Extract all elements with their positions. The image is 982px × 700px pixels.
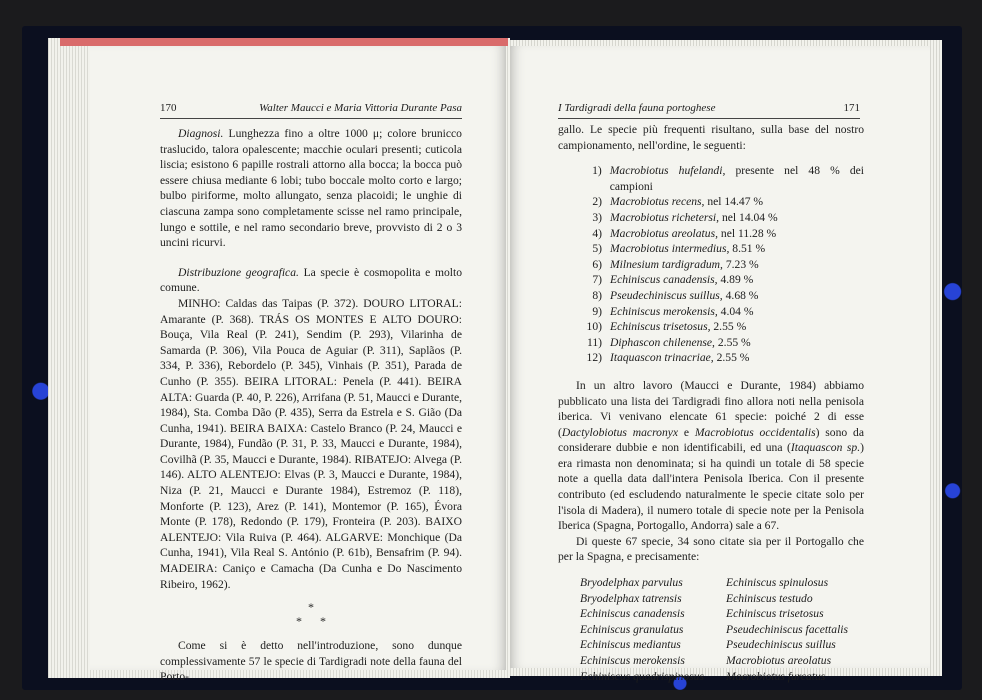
intro-paragraph: gallo. Le specie più frequenti risultano, sulla base del nostro campionamento, nell'ordine, le seguenti: [558, 123, 864, 152]
list-item: 7) Echiniscus canadensis, 4.89 % [592, 273, 754, 287]
left-page [90, 46, 506, 684]
separator-star: * [296, 614, 302, 629]
list-item: 6) Milnesium tardigradum, 7.23 % [592, 257, 759, 271]
shared-species-table [580, 575, 864, 684]
diagnosi-label: Diagnosi. [178, 127, 224, 140]
right-body [558, 122, 864, 684]
right-header-title: I Tardigradi della fauna portoghese [558, 102, 716, 114]
species-name: Echiniscus merokensis [580, 654, 685, 667]
red-page-edge [60, 38, 508, 46]
list-item: 12) Itaquascon trinacriae, 2.55 % [586, 351, 750, 365]
left-body [160, 126, 462, 685]
frequency-list [580, 163, 864, 366]
list-item: 9) Echiniscus merokensis, 4.04 % [592, 304, 754, 318]
localities-paragraph: MINHO: Caldas das Taipas (P. 372). DOURO LITORAL: Amarante (P. 368). TRÁS OS MONTES E ALTO DOURO: Bouça, Vila Real (P. 241), Sendim (P. 293), Vilarinha de Samarda (P. 306), Vila Pouca de Aguiar (P. 311), Saplãos (P. 334, P. 336), Rebordelo (P. 345), Vinhais (P. 351), Parada de Cunho (P. 355). BEIRA LITORAL: Penela (P. 441). BEIRA ALTA: Guarda (P. 40, P. 226), Arrifana (P. 51, Maucci e Durante, 1984), Sta. Comba Dão (P. 435), Serra da Estrela e S. Gião (Da Cunha, 1941). BEIRA BAIXA: Castelo Branco (P. 24, Maucci e Durante, 1984), Fundão (P. 31, P. 33, Maucci e Durante, 1984), Covilhã (P. 35, Maucci e Durante, 1984). RIBATEJO: Alvega (P. 146). ALTO ALENTEJO: Elvas (P. 3, Maucci e Durante, 1984), Niza (P. 21, Maucci e Durante 1984), Estremoz (P. 118), Monforte (P. 123), Arez (P. 141), Montemor (P. 165), Évora Monte (P. 178), Redondo (P. 179), Fronteira (P. 203). BAIXO ALENTEJO: Vila Ruiva (P. 464). ALGARVE: Monchique (Da Cunha, 1941), Vila Real S. António (P. 61b), Bensafrim (P. 94). MADEIRA: Caniço e Camacha (Da Cunha e Do Nascimento Ribeiro, 1962). [160, 296, 462, 591]
species-name: Echiniscus testudo [726, 591, 813, 605]
species-name: Pseudechiniscus facettalis [726, 622, 849, 636]
separator-star: * [320, 614, 326, 629]
left-page-number: 170 [160, 102, 177, 114]
list-item: 8) Pseudechiniscus suillus, 4.68 % [592, 288, 759, 302]
list-item: 10) Echiniscus trisetosus, 2.55 % [586, 320, 747, 334]
shared-species-paragraph: Di queste 67 specie, 34 sono citate sia per il Portogallo che per la Spagna, e precisamente: [558, 534, 864, 564]
list-item: 1) Macrobiotus hufelandi, presente nel 48 % dei campioni [592, 164, 864, 193]
right-running-header [558, 102, 860, 119]
separator-star: * [308, 600, 314, 615]
left-running-header [160, 102, 462, 119]
species-name: Macrobiotus areolatus [726, 654, 832, 667]
distribuzione-text: La specie è cosmopolita e molto comune. [160, 265, 462, 295]
diagnosi-text: Lunghezza fino a oltre 1000 μ; colore brunicco traslucido, talora opalescente; macchie oculari presenti; cuticola liscia; esistono 6 papille rostrali attorno alla bocca; la bocca può essere chiusa mediante 6 lobi; tubo boccale molto corto e largo; bulbo piriforme, molto allungato, senza placoidi; le unghie di ciascuna zampa sono completamente scisse nel ramo principale, lungo e sottile, e nel ramo secondario breve, provvisto di 2 o 3 uncini ricurvi. [160, 127, 462, 250]
species-name: Pseudechiniscus suillus [726, 638, 836, 652]
left-header-title: Walter Maucci e Maria Vittoria Durante Pasa [259, 102, 462, 114]
right-page [510, 46, 930, 683]
list-item: 3) Macrobiotus richetersi, nel 14.04 % [592, 210, 778, 224]
closing-paragraph: Come si è detto nell'introduzione, sono dunque complessivamente 57 le specie di Tardigradi note della fauna del Porto- [160, 639, 462, 684]
right-page-number: 171 [843, 102, 860, 114]
species-name: Echiniscus quadrispinosus [580, 669, 704, 683]
section-separator [160, 600, 462, 632]
species-name: Echiniscus mediantus [580, 638, 681, 652]
list-item: 11) Diphascon chilenense, 2.55 % [586, 335, 751, 349]
species-name: Echiniscus trisetosus [726, 607, 824, 621]
species-name: Macrobiotus furcatus [726, 669, 826, 683]
species-name: Bryodelphax parvulus [580, 576, 683, 590]
species-name: Echiniscus canadensis [580, 607, 685, 621]
iberian-paragraph: In un altro lavoro (Maucci e Durante, 1984) abbiamo pubblicato una lista dei Tardigradi fino allora noti nella penisola iberica. Vi venivano elencate 61 specie: poiché 2 di esse (Dactylobiotus macronyx e Macrobiotus occidentalis) sono da considerare dubbie e non identificabili, ed una (Itaquascon sp.) era rimasta non denominata; si ha quindi un totale di 58 specie note a quella data dall'intera Penisola Iberica. Con il presente contributo (ed escludendo naturalmente le specie citate solo per l'isola di Madera), il numero totale di specie note per la Penisola Iberica (Spagna, Portogallo, Andorra) sale a 67. [558, 378, 864, 533]
species-name: Echiniscus spinulosus [726, 576, 829, 590]
list-item: 4) Macrobiotus areolatus, nel 11.28 % [592, 226, 777, 240]
list-item: 2) Macrobiotus recens, nel 14.47 % [592, 195, 764, 209]
distribuzione-label: Distribuzione geografica. [178, 265, 299, 279]
species-name: Echiniscus granulatus [580, 622, 684, 636]
diagnosi-paragraph [160, 126, 462, 251]
species-name: Bryodelphax tatrensis [580, 591, 682, 605]
distribuzione-paragraph [160, 265, 462, 296]
list-item: 5) Macrobiotus intermedius, 8.51 % [592, 242, 766, 256]
